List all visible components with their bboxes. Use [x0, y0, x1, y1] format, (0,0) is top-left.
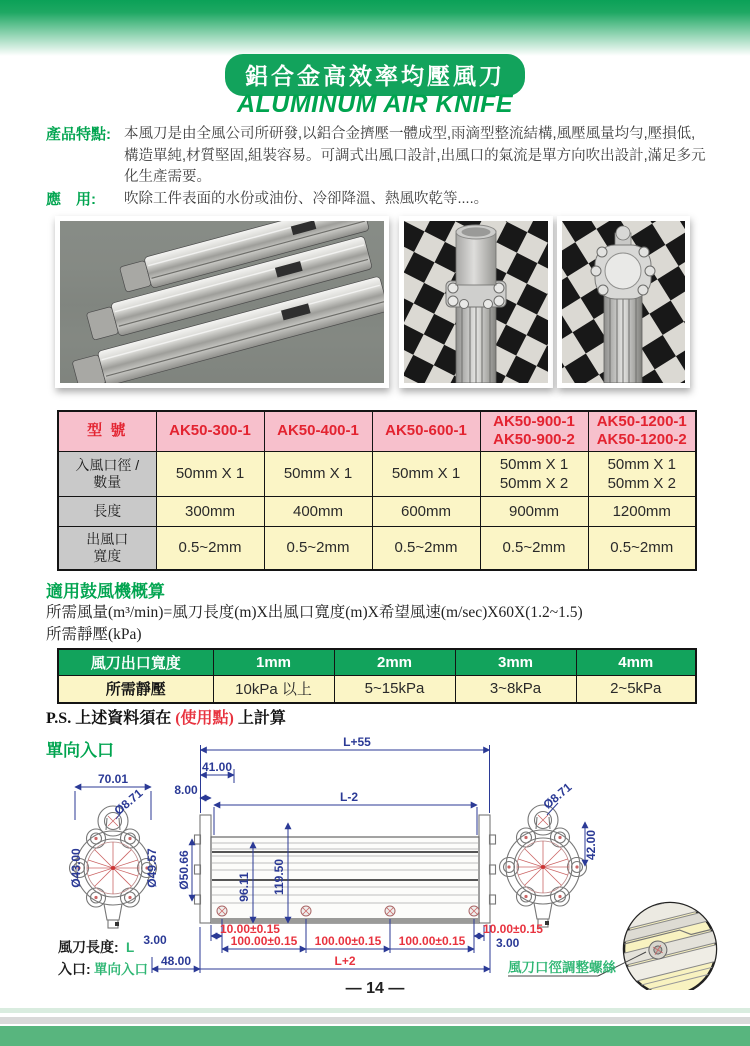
value-cell: 600mm — [372, 496, 480, 526]
dim-hole-right: Ø8.71 — [540, 780, 575, 812]
dim-4957: Ø49.57 — [145, 848, 159, 888]
ps-note-highlight: (使用點) — [175, 710, 234, 727]
static-pressure-label: 所需靜壓(kPa) — [46, 626, 142, 643]
value-cell: 0.5~2mm — [264, 526, 372, 570]
dim-3-left: 3.00 — [143, 933, 167, 947]
dim-70: 70.01 — [97, 772, 129, 786]
value-cell: 0.5~2mm — [372, 526, 480, 570]
model-cell — [588, 411, 696, 451]
model-cell: AK50-400-1 — [264, 411, 372, 451]
value-cell: 300mm — [156, 496, 264, 526]
dim-l-plus-2: L+2 — [334, 954, 356, 968]
value-cell: 400mm — [264, 496, 372, 526]
dim-l-minus-2: L-2 — [340, 790, 358, 804]
features-label: 產品特點: — [46, 126, 111, 143]
dim-3-right: 3.00 — [496, 936, 520, 950]
inlet-tube-photo-art — [404, 221, 548, 383]
length-value: L — [126, 940, 135, 955]
dim-total-length: L+55 — [343, 735, 371, 749]
pressure-table — [57, 648, 697, 704]
value-cell: 1200mm — [588, 496, 696, 526]
end-view-right — [500, 805, 587, 927]
footer-stripe-gray — [0, 1017, 750, 1024]
spec-header-row — [58, 411, 696, 451]
dim-hole-left: Ø8.71 — [111, 786, 146, 818]
row-label: 出風口 寬度 — [58, 526, 156, 570]
side-view — [195, 815, 496, 923]
dim-43: Ø43.00 — [69, 848, 83, 888]
model-line: AK50-900-1 — [493, 413, 575, 431]
drawing-labels — [58, 939, 148, 977]
dim-48: 48.00 — [160, 954, 192, 968]
page-title: 鋁合金高效率均壓風刀 — [225, 54, 525, 96]
inlet-value: 單向入口 — [94, 962, 148, 977]
pressure-header-cell: 3mm — [455, 649, 576, 675]
value-cell: 0.5~2mm — [480, 526, 588, 570]
value-cell: 0.5~2mm — [156, 526, 264, 570]
value-cell: 50mm X 1 50mm X 2 — [588, 451, 696, 496]
value-cell: 900mm — [480, 496, 588, 526]
spec-row-outlet — [58, 526, 696, 570]
ps-note-prefix: P.S. 上述資料須在 — [46, 710, 176, 727]
model-cell: AK50-300-1 — [156, 411, 264, 451]
ps-note — [46, 705, 286, 728]
model-cell — [480, 411, 588, 451]
airflow-formula: 所需風量(m³/min)=風刀長度(m)X出風口寬度(m)X希望風速(m/sec)X60X(1.2~1.5) — [46, 604, 583, 621]
pressure-row-label: 所需靜壓 — [58, 675, 213, 703]
dim-10-right: 10.00±0.15 — [483, 922, 543, 936]
air-knives-photo-art — [60, 221, 384, 383]
end-cap-photo-art — [562, 221, 685, 383]
ps-note-suffix: 上計算 — [233, 710, 286, 727]
pressure-value-cell: 2~5kPa — [576, 675, 696, 703]
row-label: 長度 — [58, 496, 156, 526]
pressure-value-cell: 10kPa 以上 — [213, 675, 334, 703]
dim-5066: Ø50.66 — [177, 850, 191, 890]
spec-corner-cell: 型 號 — [58, 411, 156, 451]
dim-8: 8.00 — [174, 783, 198, 797]
dim-41: 41.00 — [201, 760, 233, 774]
spec-row-inlet — [58, 451, 696, 496]
pressure-header-row — [58, 649, 696, 675]
application-paragraph — [46, 189, 708, 211]
value-cell: 50mm X 1 — [264, 451, 372, 496]
application-text: 吹除工件表面的水份或油份、冷卻降溫、熱風吹乾等....。 — [124, 191, 489, 207]
screw-note: 風刀口徑調整螺絲 — [508, 960, 616, 975]
footer-stripe-lightgreen — [0, 1008, 750, 1013]
product-photo-air-knives — [55, 216, 389, 388]
pressure-value-cell: 3~8kPa — [455, 675, 576, 703]
features-paragraph — [46, 124, 708, 189]
blower-section-heading: 適用鼓風機概算 — [46, 582, 165, 601]
dim-11950: 119.50 — [272, 858, 286, 896]
model-line: AK50-1200-2 — [596, 431, 687, 449]
model-line: AK50-1200-1 — [596, 413, 687, 431]
top-gradient-band — [0, 0, 750, 56]
dim-9611: 96.11 — [237, 872, 251, 902]
pressure-header-cell: 4mm — [576, 649, 696, 675]
page-number: — 14 — — [345, 980, 405, 997]
pressure-value-row — [58, 675, 696, 703]
pressure-value-cell: 5~15kPa — [334, 675, 455, 703]
dim-100-3: 100.00±0.15 — [398, 934, 466, 948]
value-cell: 0.5~2mm — [588, 526, 696, 570]
product-photo-inlet-tube — [399, 216, 553, 388]
spec-row-length — [58, 496, 696, 526]
product-photo-end-cap — [557, 216, 690, 388]
dim-100-2: 100.00±0.15 — [314, 934, 382, 948]
drawing-section-heading: 單向入口 — [46, 741, 114, 760]
model-line: AK50-900-2 — [493, 431, 575, 449]
model-cell: AK50-600-1 — [372, 411, 480, 451]
pressure-header-cell: 1mm — [213, 649, 334, 675]
inlet-label: 入口: — [58, 961, 91, 977]
footer-stripe-green — [0, 1026, 750, 1046]
row-label: 入風口徑 / 數量 — [58, 451, 156, 496]
value-cell: 50mm X 1 50mm X 2 — [480, 451, 588, 496]
page-subtitle: ALUMINUM AIR KNIFE — [236, 90, 514, 118]
detail-bubble — [508, 892, 729, 990]
spec-table — [57, 410, 697, 571]
features-text: 本風刀是由全風公司所研發,以鋁合金擠壓一體成型,雨滴型整流結構,風壓風量均勻,壓損低,構造單純,材質堅固,組裝容易。可調式出風口設計,出風口的氣流是單方向吹出設計,滿足多元化生產需要。 — [124, 126, 706, 185]
dim-42: 42.00 — [584, 829, 598, 861]
application-label: 應 用: — [46, 191, 96, 208]
pressure-header-cell: 風刀出口寬度 — [58, 649, 213, 675]
pressure-header-cell: 2mm — [334, 649, 455, 675]
value-cell: 50mm X 1 — [156, 451, 264, 496]
technical-drawing — [0, 735, 750, 990]
dim-100-1: 100.00±0.15 — [230, 934, 298, 948]
dim-10-left: 10.00±0.15 — [220, 922, 280, 936]
length-label: 風刀長度: — [58, 939, 119, 955]
value-cell: 50mm X 1 — [372, 451, 480, 496]
